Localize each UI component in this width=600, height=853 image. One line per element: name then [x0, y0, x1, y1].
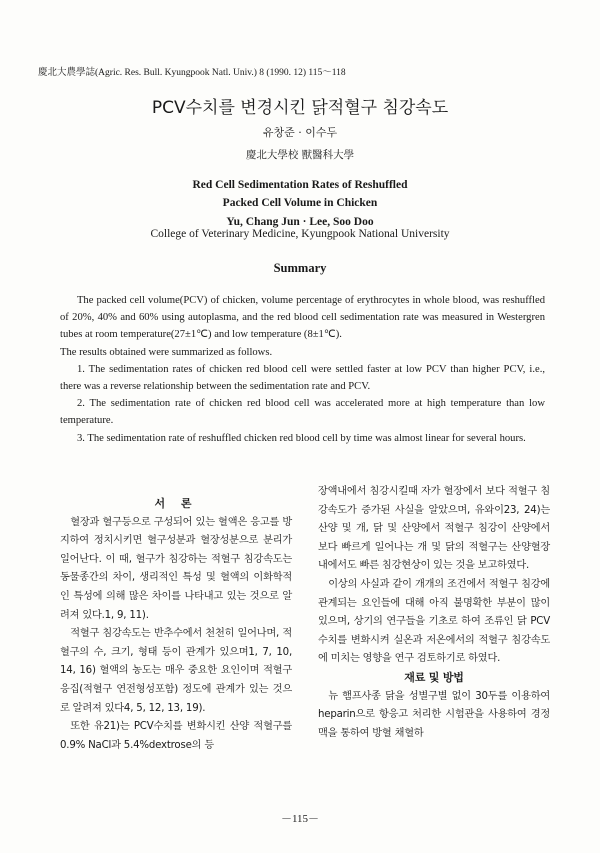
english-title: [0, 176, 600, 212]
body-paragraph: 적혈구 침강속도는 반추수에서 천천히 일어나며, 적혈구의 수, 크기, 형태 등이 관계가 있으며1, 7, 10, 14, 16) 혈액의 농도는 매우 중요한 요인이며 적혈구 응집(적혈구 연전형성포함) 정도에 관계가 있는 것으로 알려져 있다4, 5, 12, 13, 19).: [60, 628, 292, 714]
english-authors: Yu, Chang Jun · Lee, Soo Doo: [226, 216, 374, 228]
summary-heading: Summary: [273, 261, 327, 275]
introduction-heading: 서 론: [154, 497, 198, 510]
methods-heading: 재료 및 방법: [404, 670, 464, 684]
summary-paragraph: 2. The sedimentation rate of chicken red blood cell was accelerated more at high temperature than low temperature.: [60, 398, 545, 427]
summary-paragraph: 1. The sedimentation rates of chicken red blood cell were settled faster at low PCV than higher PCV, i.e., there was a reverse relationship between the sedimentation rate and PCV.: [60, 363, 545, 393]
english-affiliation: College of Veterinary Medicine, Kyungpook National University: [150, 228, 450, 240]
summary-body: [60, 292, 545, 447]
journal-header: 慶北大農學誌(Agric. Res. Bull. Kyungpook Natl. Univ.) 8 (1990. 12) 115～118: [38, 68, 346, 78]
body-paragraph: 뉴 햄프사종 닭을 성별구별 없이 30두를 이용하여 heparin으로 항응고 처리한 시험관을 사용하여 경정맥을 통하여 방혈 채혈하: [318, 690, 550, 739]
english-authors-affiliation: [0, 216, 600, 240]
body-paragraph: 또한 유21)는 PCV수치를 변화시킨 산양 적혈구를 0.9% NaCl과 5.4%dextrose의 등: [60, 721, 292, 751]
body-paragraph: 혈장과 혈구등으로 구성되어 있는 혈액은 응고를 방지하여 정치시키면 혈구성분과 혈장성분으로 분리가 일어난다. 이 때, 혈구가 침강하는 적혈구 침강속도는 동물종간의 차이, 생리적인 특성 및 혈액의 이화학적인 특성에 의해 많은 차이를 나타내고 있는 것으로 알려져 있다.1, 9, 11).: [60, 516, 292, 621]
page-number: －115－: [280, 813, 320, 825]
right-column: [318, 483, 550, 743]
body-paragraph: 이상의 사실과 같이 개개의 조건에서 적혈구 침강에 관계되는 요인들에 대해 아직 불명확한 부분이 많이 있으며, 상기의 연구들을 기초로 하여 조류인 닭 PCV수치를 변화시켜 실온과 저온에서의 적혈구 침강속도에 미치는 영향을 연구 검토하기로 하였다.: [318, 578, 550, 665]
summary-paragraph: The results obtained were summarized as follows.: [60, 346, 273, 358]
left-column: [60, 495, 292, 755]
korean-authors: 유창준 · 이수두: [262, 126, 338, 139]
summary-paragraph: 3. The sedimentation rate of reshuffled chicken red blood cell by time was almost linear for several hours.: [76, 432, 526, 444]
korean-affiliation: 慶北大學校 獸醫科大學: [245, 149, 355, 161]
korean-title: PCV수치를 변경시킨 닭적혈구 침강속도: [151, 98, 449, 118]
english-title-line-1: Red Cell Sedimentation Rates of Reshuffled: [192, 179, 408, 191]
summary-paragraph: The packed cell volume(PCV) of chicken, volume percentage of erythrocytes in whole blood, was reshuffled of 20%, 40% and 60% using autoplasma, and the red blood cell sedimentation rate was measured in Westergren tubes at room temperature(27±1℃) and low temperature (8±1℃).: [60, 295, 545, 341]
body-paragraph: 장액내에서 침강시킬때 자가 혈장에서 보다 적혈구 침강속도가 증가된 사실을 알았으며, 유와이23, 24)는 산양 및 개, 닭 및 산양에서 적혈구 침강이 산양에서 보다 빠르게 일어나는 개 및 닭의 적혈구는 산양혈장내에서도 빠른 침강현상이 있는 것을 보고하였다.: [318, 486, 550, 572]
english-title-line-2: Packed Cell Volume in Chicken: [222, 197, 378, 209]
